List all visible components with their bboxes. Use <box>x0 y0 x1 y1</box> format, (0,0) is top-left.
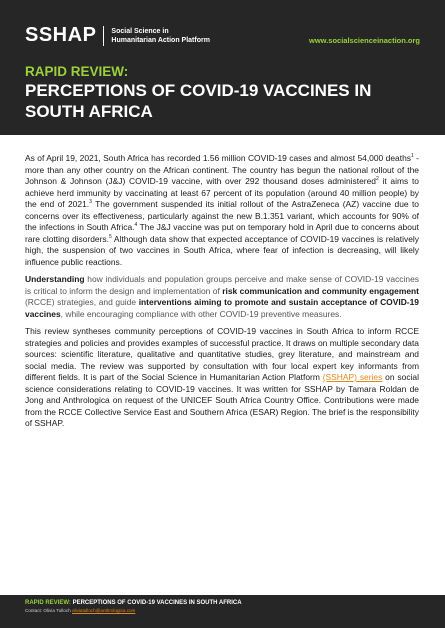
footer-banner <box>0 595 445 628</box>
footnote-ref-3[interactable]: 3 <box>89 199 92 206</box>
footer-title <box>25 600 242 606</box>
understanding-text-1: how individuals and population groups perceive and make sense of COVID-19 vaccines is critical to inform the design and implementation of <box>25 274 419 296</box>
footnote-ref-4[interactable]: 4 <box>134 222 138 229</box>
understanding-text-3: , while encouraging compliance with other COVID-19 preventive measures. <box>60 308 342 319</box>
intro-text-6: Although data show that expected acceptance of COVID-19 vaccines is relatively high, the suspension of two vaccines in South Africa, where fear of infection is decreasing, will likely influence public reactions. <box>25 233 419 267</box>
brand-tagline <box>111 27 210 45</box>
website-link[interactable]: www.socialscienceinaction.org <box>308 36 420 45</box>
header-banner <box>0 0 445 135</box>
understanding-text-2: (RCCE) strategies, and guide <box>25 297 139 307</box>
footer-kicker: RAPID REVIEW: <box>25 600 71 606</box>
footnote-ref-2[interactable]: 2 <box>375 176 379 183</box>
intro-text-3: it aims to achieve herd immunity by vaccinating at least 67 percent of its population (around 40 million people) by the end of 2021. <box>25 176 419 209</box>
paragraph-intro <box>25 153 419 268</box>
body-text <box>25 153 419 436</box>
review-text-2: on social science considerations relating to COVID-19 vaccines. It was written for SSHAP by Tamara Roldan de Jong and Anthrologica on request of the UNICEF South Africa Country Office. Contributions were made from the RCCE Collective Service East and Southern Africa (ESAR) Region. The brief is the responsibility of SSHAP. <box>25 372 419 428</box>
tagline-line-2: Humanitarian Action Platform <box>111 36 210 44</box>
document-title: PERCEPTIONS OF COVID-19 VACCINES IN SOUTH AFRICA <box>25 81 372 121</box>
understanding-bold-2: interventions aiming to promote and sustain acceptance of COVID-19 vaccines <box>25 297 419 319</box>
intro-text-1: As of April 19, 2021, South Africa has recorded 1.56 million COVID-19 cases and almost 54,000 deaths <box>25 153 411 163</box>
brand <box>25 24 210 47</box>
sshap-series-link[interactable]: (SSHAP) series <box>322 372 383 382</box>
brand-divider <box>103 26 104 46</box>
paragraph-review <box>25 326 419 430</box>
intro-text-4: The government suspended its initial rollout of the AstraZeneca (AZ) vaccine due to concerns over its effectiveness, particularly against the new B.1.351 variant, which accounts for 90% of the infections in South Africa. <box>25 199 419 232</box>
intro-text-5: The J&J vaccine was put on temporary hold in April due to concerns about rare clotting disorders. <box>25 222 419 244</box>
tagline-line-1: Social Science in <box>111 27 169 35</box>
intro-text-2: - more than any other country on the African continent. The country has begun the national rollout of the Johnson & Johnson (J&J) COVID-19 vaccine, with over 292 thousand doses administered <box>25 153 419 186</box>
contact-email-link[interactable]: oliviatulloch@anthrologica.com <box>71 608 136 613</box>
footnote-ref-5[interactable]: 5 <box>109 233 112 240</box>
understanding-bold-1: risk communication and community engagement <box>222 285 419 296</box>
footnote-ref-1[interactable]: 1 <box>411 153 414 160</box>
understanding-lead: Understanding <box>25 274 85 284</box>
footer-title-text: PERCEPTIONS OF COVID-19 VACCINES IN SOUTH AFRICA <box>70 600 242 606</box>
review-text-1: This review syntheses community perceptions of COVID-19 vaccines in South Africa to inform RCCE strategies and policies and provides examples of successful practice. It draws on multiple secondary data sources: scientific literature, qualitative and quantitative studies, grey literature, and mainstream and social media. The review was supported by consultation with four local expert key informants from different fields. It is part of the Social Science in Humanitarian Action Platform <box>25 326 419 382</box>
contact-label: Contact: Olivia Tulloch <box>25 608 72 613</box>
paragraph-understanding <box>25 274 419 320</box>
sshap-logo: SSHAP <box>25 24 97 46</box>
document-kicker: RAPID REVIEW: <box>25 64 129 79</box>
footer-contact <box>25 608 135 613</box>
